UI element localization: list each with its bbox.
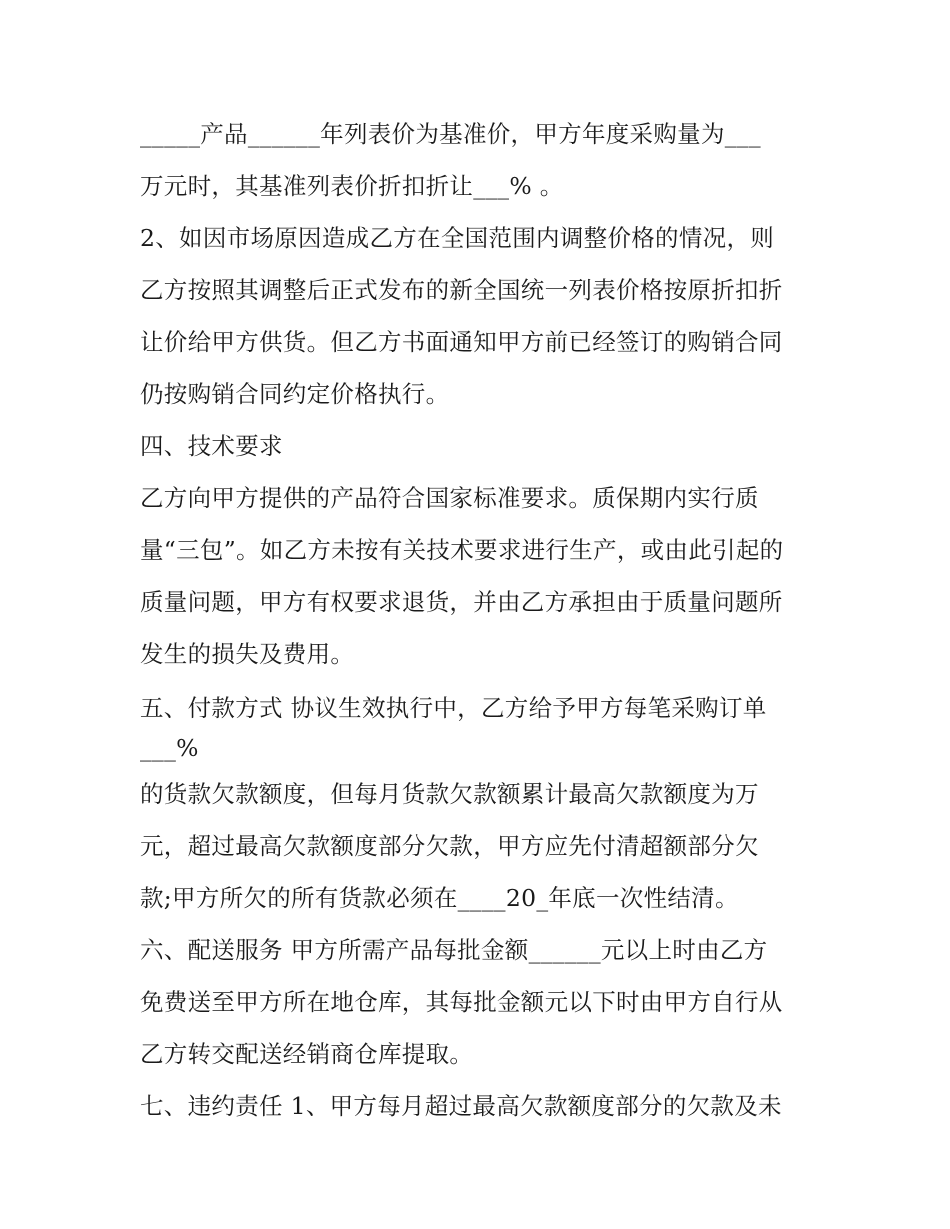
text-line: 仍按购销合同约定价格执行。 [140,380,450,408]
section-heading: 七、违约责任 1、甲方每月超过最高欠款额度部分的欠款及未 [140,1092,782,1120]
text-line: 乙方按照其调整后正式发布的新全国统一列表价格按原折扣折 [140,276,783,304]
text-line: 2、如因市场原因造成乙方在全国范围内调整价格的情况，则 [140,224,775,252]
text-line: _____产品______年列表价为基准价，甲方年度采购量为___ [140,120,761,148]
text-line: 让价给甲方供货。但乙方书面通知甲方前已经签订的购销合同 [140,328,783,356]
text-line: 乙方转交配送经销商仓库提取。 [140,1040,474,1068]
section-heading: 六、配送服务 甲方所需产品每批金额______元以上时由乙方 [140,936,768,964]
section-heading: 五、付款方式 协议生效执行中，乙方给予甲方每笔采购订单 [140,694,767,722]
text-line: 质量问题，甲方有权要求退货，并由乙方承担由于质量问题所 [140,588,783,616]
text-line: 发生的损失及费用。 [140,640,355,668]
text-line: 元，超过最高欠款额度部分欠款，甲方应先付清超额部分欠 [140,832,759,860]
text-line: 的货款欠款额度，但每月货款欠款额累计最高欠款额度为万 [140,780,759,808]
text-line: 免费送至甲方所在地仓库，其每批金额元以下时由甲方自行从 [140,988,783,1016]
document-page [140,108,820,1132]
text-line: 款;甲方所欠的所有货款必须在____20_年底一次性结清。 [140,884,739,912]
text-line: ___% [140,734,199,762]
text-line: 量“三包”。如乙方未按有关技术要求进行生产，或由此引起的 [140,536,784,564]
section-heading: 四、技术要求 [140,432,283,460]
text-line: 乙方向甲方提供的产品符合国家标准要求。质保期内实行质 [140,484,759,512]
text-line: 万元时，其基准列表价折扣折让___% 。 [140,172,564,200]
